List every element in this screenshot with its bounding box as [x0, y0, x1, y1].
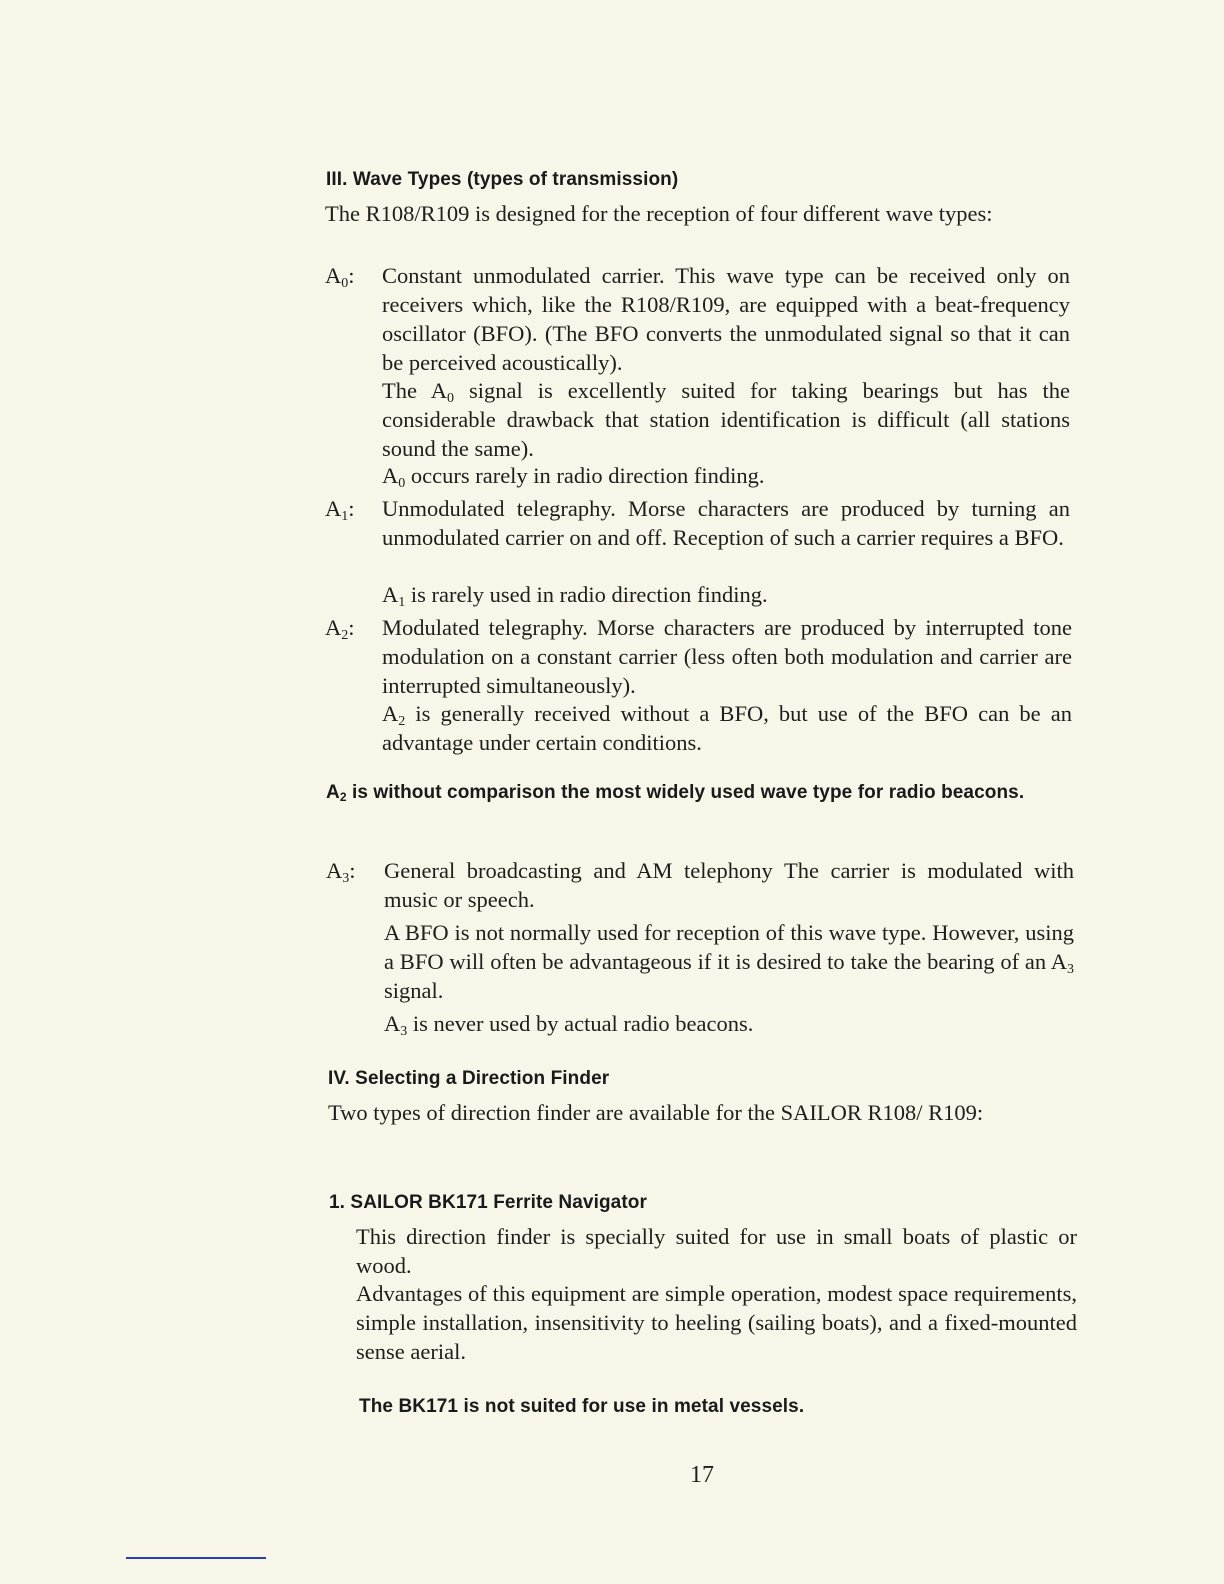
a2-description: Modulated telegraphy. Morse characters are produced by interrupted tone modulation on a constant carrier (less often both modulation and carrier are interrupted simultaneously). — [382, 615, 1072, 698]
a0-bearing-note: The $A_0$ signal is excellently suited for taking bearings but has the considerable drawback that station identification is difficult (all stations sound the same). — [382, 378, 1070, 461]
footer-rule — [126, 1557, 266, 1559]
item-1-suitability: This direction finder is specially suited for use in small boats of plastic or wood. — [356, 1224, 1077, 1278]
a2-bfo-note: $A_2$ is generally received without a BFO, but use of the BFO can be an advantage under certain conditions. — [382, 701, 1072, 755]
section-4-intro: Two types of direction finder are available for the SAILOR R108/ R109: — [328, 1100, 984, 1125]
a1-label: $A_1$: — [325, 496, 355, 524]
section-4-heading-text: IV. Selecting a Direction Finder — [328, 1068, 610, 1089]
item-1-heading-text: 1. SAILOR BK171 Ferrite Navigator — [329, 1192, 647, 1213]
item-1-warning-text: The BK171 is not suited for use in metal vessels. — [359, 1396, 805, 1417]
a3-label: $A_3$: — [326, 858, 356, 886]
a1-description: Unmodulated telegraphy. Morse characters are produced by turning an unmodulated carrier on and off. Reception of such a carrier requires a BFO. — [382, 496, 1070, 550]
a1-usage-note: $A_1$ is rarely used in radio direction finding. — [382, 582, 768, 610]
a3-usage-note: $A_3$ is never used by actual radio beacons. — [384, 1011, 754, 1039]
item-1-warning — [359, 1396, 804, 1418]
item-1-advantages: Advantages of this equipment are simple operation, modest space requirements, simple installation, insensitivity to heeling (sailing boats), and a fixed-mounted sense aerial. — [356, 1281, 1077, 1364]
section-3-heading-text: III. Wave Types (types of transmission) — [326, 169, 679, 190]
a3-description: General broadcasting and AM telephony The carrier is modulated with music or speech. — [384, 858, 1074, 912]
section-3-heading — [326, 169, 678, 191]
a0-usage-note: $A_0$ occurs rarely in radio direction finding. — [382, 463, 765, 491]
a0-label: $A_0$: — [325, 263, 355, 291]
a2-highlight-note: $A_2$ is without comparison the most widely used wave type for radio beacons. — [326, 782, 1025, 804]
page-number: 17 — [690, 1462, 714, 1488]
section-3-intro: The R108/R109 is designed for the reception of four different wave types: — [325, 201, 993, 226]
a0-description: Constant unmodulated carrier. This wave type can be received only on receivers which, like the R108/R109, are equipped with a beat-frequency oscillator (BFO). (The BFO converts the unmodulated signal so that it can be perceived acoustically). — [382, 263, 1070, 375]
item-1-heading — [329, 1192, 647, 1214]
a3-bfo-note: A BFO is not normally used for reception of this wave type. However, using a BFO will often be advantageous if it is desired to take the bearing of an $A_3$ signal. — [384, 920, 1074, 1003]
a2-label: $A_2$: — [325, 615, 355, 643]
section-4-heading — [328, 1068, 609, 1090]
